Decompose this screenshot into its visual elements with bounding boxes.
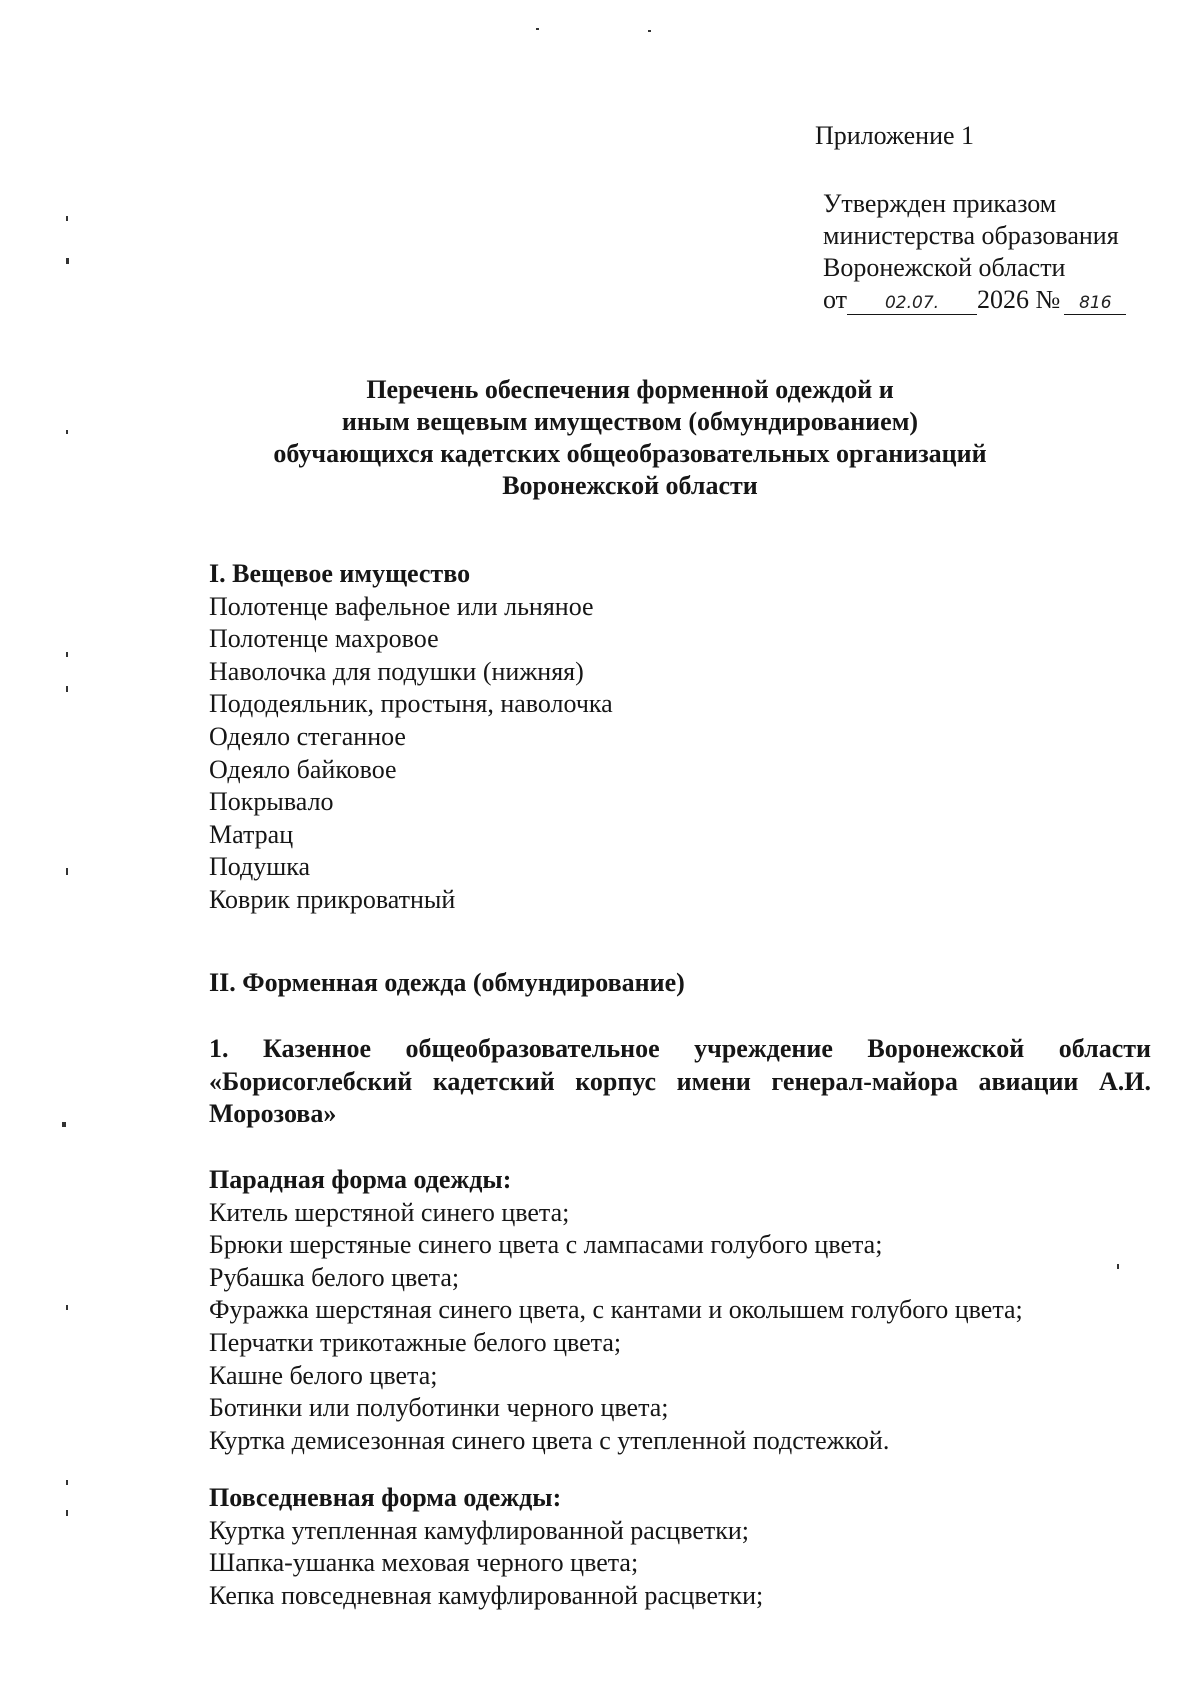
order-date-line [823, 284, 1126, 316]
list-item: Одеяло байковое [209, 754, 397, 784]
scan-mark [66, 652, 68, 657]
number-sign: № [1035, 285, 1061, 314]
approval-line: министерства образования [823, 221, 1119, 250]
list-item: Шапка-ушанка меховая черного цвета; [209, 1548, 639, 1578]
title-line: обучающихся кадетских общеобразовательных организаций [273, 439, 987, 468]
parade-uniform [209, 1164, 1149, 1457]
section-property [209, 558, 1149, 917]
list-item: Кашне белого цвета; [209, 1360, 438, 1390]
order-year: 2026 [977, 285, 1030, 314]
title-line: Воронежской области [502, 471, 758, 500]
date-prefix: от [823, 285, 848, 314]
list-item: Полотенце махровое [209, 624, 439, 654]
title-line: иным вещевым имуществом (обмундированием) [341, 407, 919, 436]
handwritten-order-number: 816 [1064, 292, 1126, 315]
list-item: Полотенце вафельное или льняное [209, 591, 594, 621]
handwritten-date: 02.07. [847, 292, 977, 315]
approval-line: Воронежской области [823, 253, 1066, 282]
section-uniform [209, 967, 1149, 1000]
list-item: Подушка [209, 852, 311, 882]
title-line: Перечень обеспечения форменной одеждой и [366, 375, 894, 404]
list-item: Пододеяльник, простыня, наволочка [209, 689, 613, 719]
document-title [220, 374, 1040, 502]
scan-mark [66, 1305, 68, 1310]
scan-mark [66, 686, 68, 692]
list-item: Куртка утепленная камуфлированной расцветки; [209, 1515, 750, 1545]
scan-mark [66, 1510, 68, 1516]
scan-mark [66, 430, 68, 434]
scan-mark [66, 258, 69, 264]
list-item: Наволочка для подушки (нижняя) [209, 656, 584, 686]
scan-mark [536, 28, 539, 30]
subsection-heading: Повседневная форма одежды: [209, 1483, 562, 1512]
list-item: Одеяло стеганное [209, 721, 406, 751]
scan-mark [66, 1480, 68, 1485]
list-item: Китель шерстяной синего цвета; [209, 1197, 570, 1227]
list-item: Куртка демисезонная синего цвета с утепленной подстежкой. [209, 1425, 890, 1455]
scan-mark [648, 30, 651, 32]
approval-line: Утвержден приказом [823, 189, 1057, 218]
approval-block [823, 188, 1126, 316]
institution-block [209, 1033, 1149, 1131]
scan-mark [66, 216, 68, 221]
list-item: Ботинки или полуботинки черного цвета; [209, 1393, 669, 1423]
section-heading: II. Форменная одежда (обмундирование) [209, 968, 685, 997]
scan-mark [62, 1122, 66, 1127]
list-item: Коврик прикроватный [209, 884, 456, 914]
list-item: Кепка повседневная камуфлированной расцветки; [209, 1580, 764, 1610]
list-item: Фуражка шерстяная синего цвета, с кантами и околышем голубого цвета; [209, 1295, 1023, 1325]
daily-uniform [209, 1482, 1149, 1612]
scan-mark [66, 868, 68, 875]
list-item: Перчатки трикотажные белого цвета; [209, 1327, 622, 1357]
appendix-label: Приложение 1 [815, 121, 975, 150]
list-item: Матрац [209, 819, 294, 849]
list-item: Покрывало [209, 787, 334, 817]
subsection-heading: Парадная форма одежды: [209, 1165, 512, 1194]
section-heading: I. Вещевое имущество [209, 559, 471, 588]
list-item: Брюки шерстяные синего цвета с лампасами голубого цвета; [209, 1230, 883, 1260]
list-item: Рубашка белого цвета; [209, 1262, 460, 1292]
institution-name: 1. Казенное общеобразовательное учреждение Воронежской области «Борисоглебский кадетский корпус имени генерал-майора авиации А.И. Морозова» [209, 1034, 1151, 1129]
